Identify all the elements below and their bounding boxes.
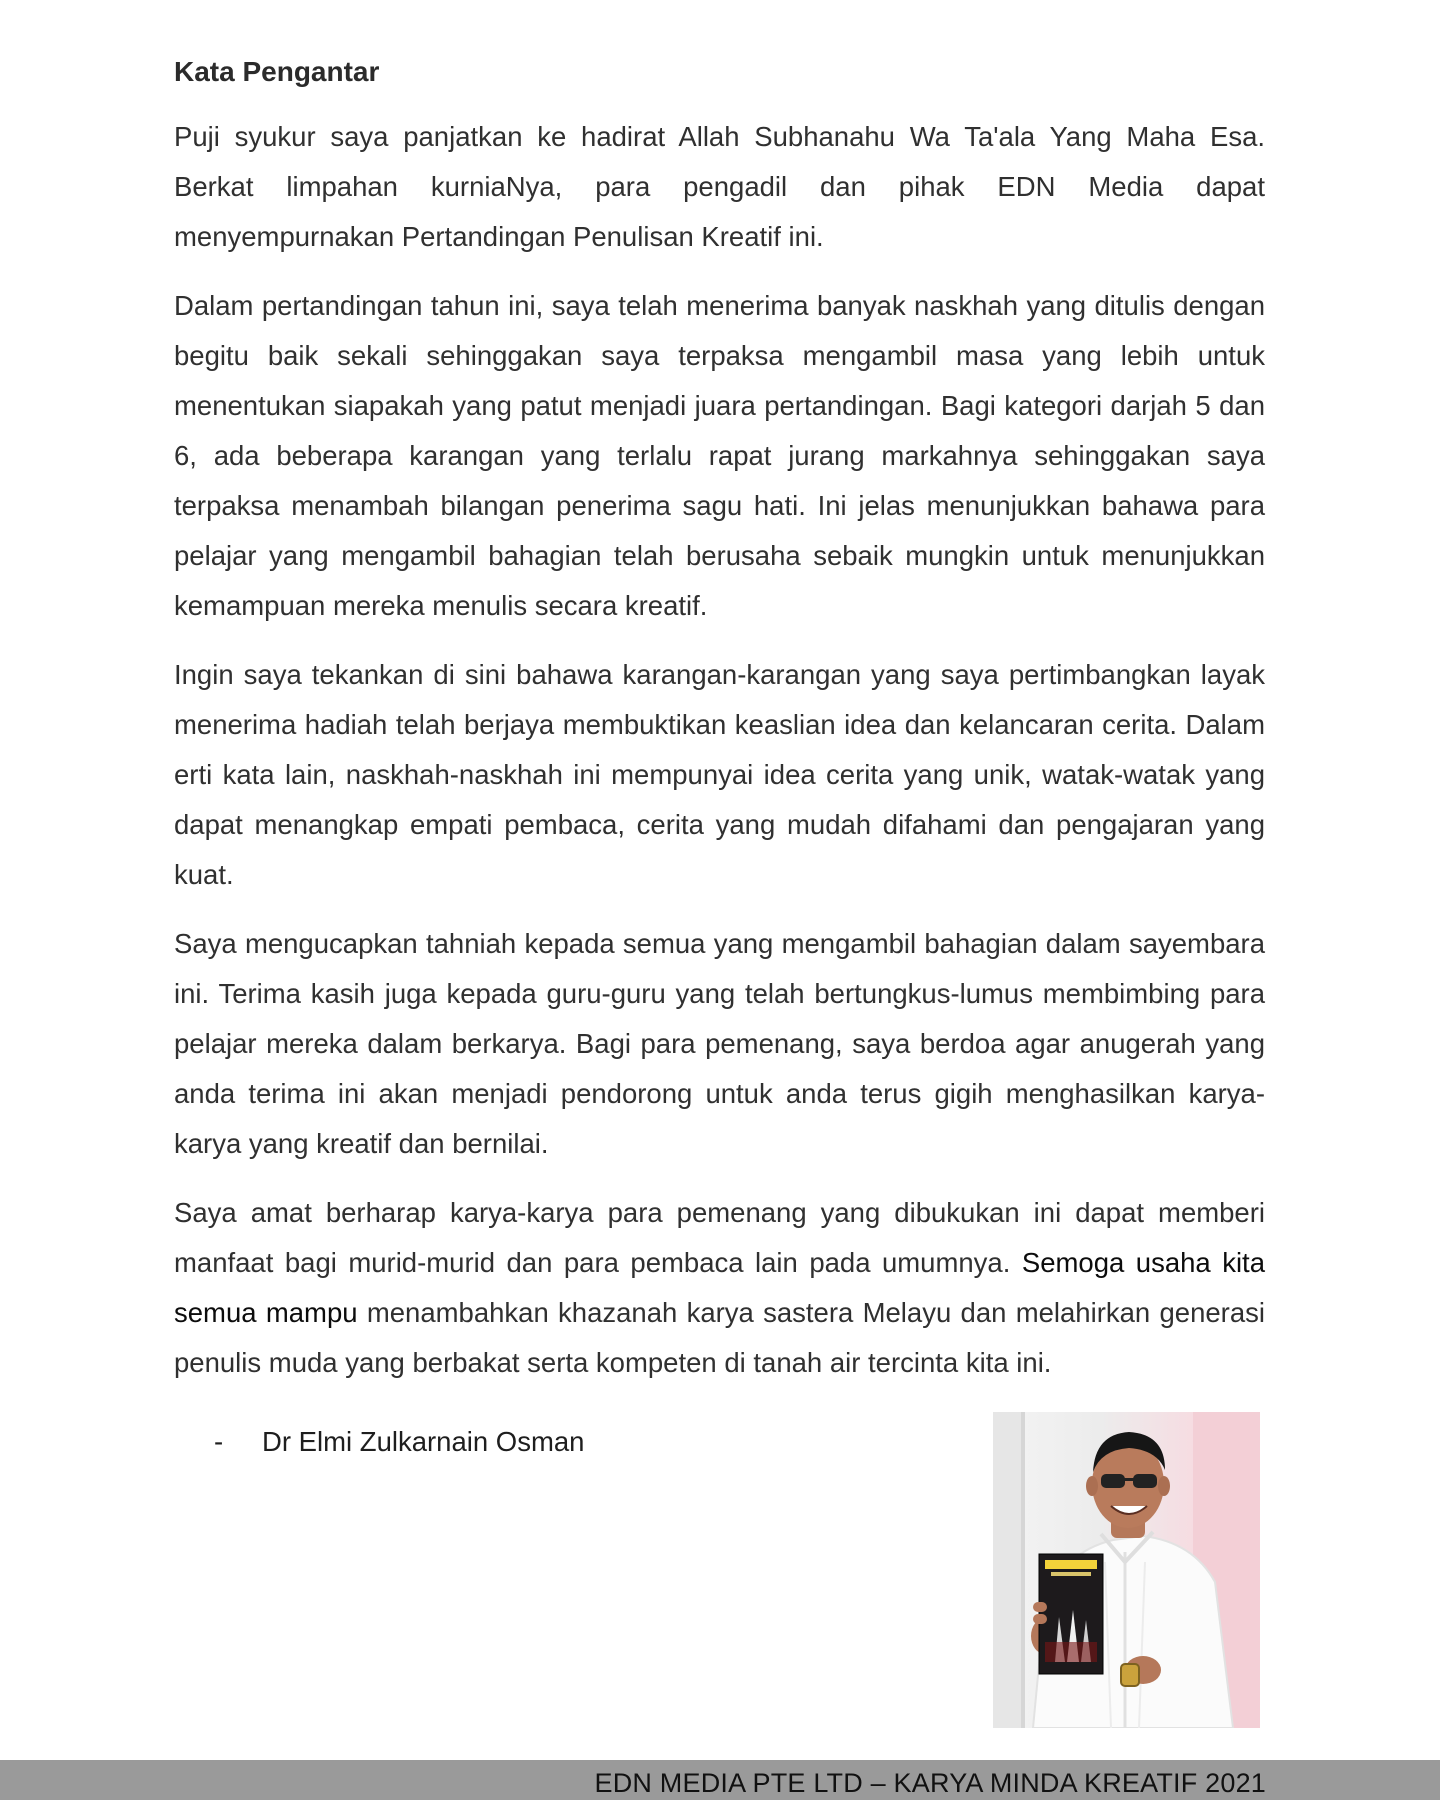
paragraph — [174, 112, 1265, 262]
paragraph-text-emphasis: Semoga usaha kita semua mampu — [174, 1247, 1265, 1328]
paragraph — [174, 1188, 1265, 1388]
paragraph — [174, 281, 1265, 631]
paragraph-text: Puji syukur saya panjatkan ke hadirat Allah Subhanahu Wa Ta'ala Yang Maha Esa. Berkat limpahan kurniaNya, para pengadil dan pihak EDN Media dapat menyempurnakan Pertandingan Penulisan Kreatif ini. — [174, 121, 1265, 252]
page-footer — [0, 1760, 1440, 1800]
paragraph — [174, 919, 1265, 1169]
signature-name: Dr Elmi Zulkarnain Osman — [262, 1426, 585, 1457]
paragraph-text: Ingin saya tekankan di sini bahawa karangan-karangan yang saya pertimbangkan layak menerima hadiah telah berjaya membuktikan keaslian idea dan kelancaran cerita. Dalam erti kata lain, naskhah-naskhah ini mempunyai idea cerita yang unik, watak-watak yang dapat menangkap empati pembaca, cerita yang mudah difahami dan pengajaran yang kuat. — [174, 659, 1265, 890]
author-portrait-icon — [993, 1412, 1260, 1728]
author-photo — [993, 1412, 1260, 1728]
paragraph-text: Saya amat berharap karya-karya para pemenang yang dibukukan ini dapat memberi manfaat bagi murid-murid dan para pembaca lain pada umumnya. — [174, 1197, 1265, 1278]
footer-text: EDN MEDIA PTE LTD – KARYA MINDA KREATIF 2021 — [594, 1768, 1266, 1798]
document-body — [174, 52, 1265, 1407]
paragraph-text: menambahkan khazanah karya sastera Melayu dan melahirkan generasi penulis muda yang berbakat serta kompeten di tanah air tercinta kita ini. — [174, 1297, 1265, 1378]
paragraph — [174, 650, 1265, 900]
paragraph-text: Dalam pertandingan tahun ini, saya telah menerima banyak naskhah yang ditulis dengan begitu baik sekali sehinggakan saya terpaksa mengambil masa yang lebih untuk menentukan siapakah yang patut menjadi juara pertandingan. Bagi kategori darjah 5 dan 6, ada beberapa karangan yang terlalu rapat jurang markahnya sehinggakan saya terpaksa menambah bilangan penerima sagu hati. Ini jelas menunjukkan bahawa para pelajar yang mengambil bahagian telah berusaha sebaik mungkin untuk menunjukkan kemampuan mereka menulis secara kreatif. — [174, 290, 1265, 621]
signature — [214, 1420, 584, 1464]
page-title: Kata Pengantar — [174, 56, 380, 87]
signature-dash: - — [214, 1426, 224, 1457]
paragraph-text: Saya mengucapkan tahniah kepada semua yang mengambil bahagian dalam sayembara ini. Terima kasih juga kepada guru-guru yang telah bertungkus-lumus membimbing para pelajar mereka dalam berkarya. Bagi para pemenang, saya berdoa agar anugerah yang anda terima ini akan menjadi pendorong untuk anda terus gigih menghasilkan karya-karya yang kreatif dan bernilai. — [174, 928, 1265, 1159]
